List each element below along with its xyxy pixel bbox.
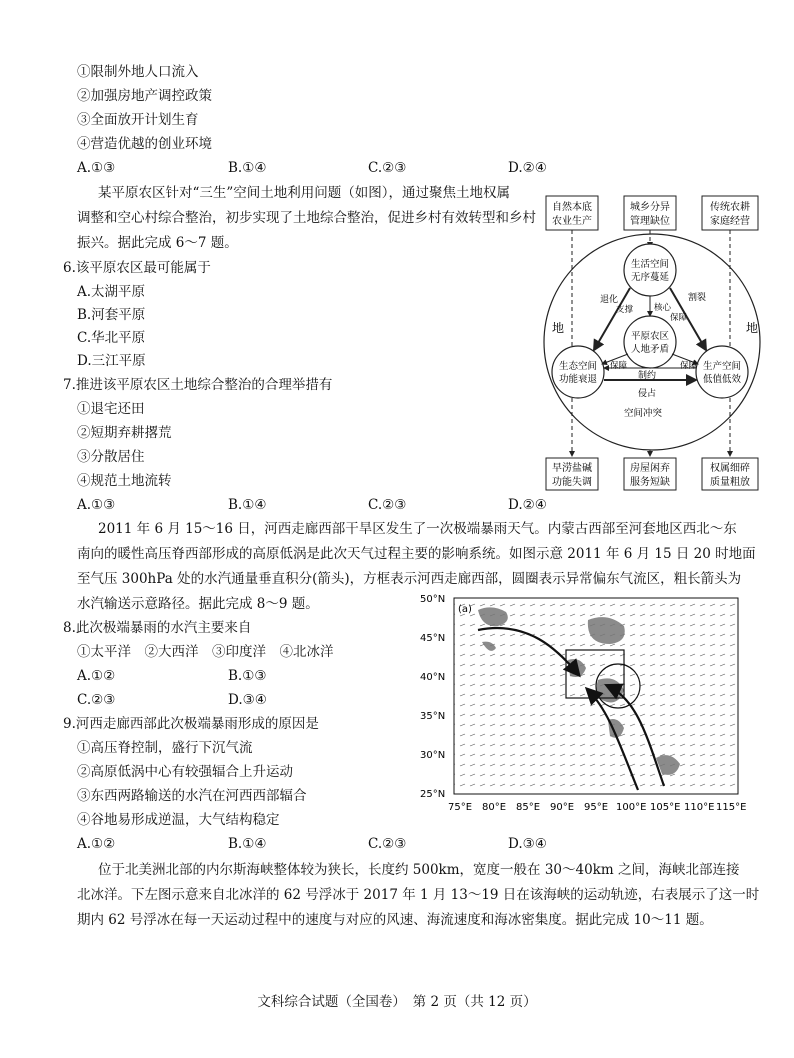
q9-item-4: ④谷地易形成逆温，大气结构稳定 <box>77 812 280 828</box>
svg-text:侵占: 侵占 <box>638 389 657 399</box>
svg-text:割裂: 割裂 <box>688 293 707 303</box>
svg-text:空间冲突: 空间冲突 <box>624 408 663 419</box>
q7-item-1: ①退宅还田 <box>77 401 145 417</box>
passage-6-7-line-2: 调整和空心村综合整治，初步实现了土地综合整治，促进乡村有效转型和乡村 <box>77 210 536 226</box>
diagram-node-core <box>624 316 676 368</box>
svg-text:制约: 制约 <box>638 371 657 381</box>
q7-option-d: D.②④ <box>508 497 547 513</box>
svg-text:保障: 保障 <box>670 313 688 323</box>
diagram-side-left: 地 <box>552 321 565 335</box>
svg-text:生态空间: 生态空间 <box>558 361 598 372</box>
q9-option-b: B.①④ <box>228 836 267 852</box>
diagram-top-box-3-line1: 传统农耕 <box>710 202 750 213</box>
q8-items: ①太平洋 ②大西洋 ③印度洋 ④北冰洋 <box>77 644 334 660</box>
q9-option-d: D.③④ <box>508 836 547 852</box>
land-use-diagram <box>540 192 770 492</box>
svg-text:85°E: 85°E <box>516 802 541 813</box>
svg-text:平原农区: 平原农区 <box>630 331 670 342</box>
svg-text:100°E: 100°E <box>616 802 647 813</box>
diagram-top-box-1-line2: 农业生产 <box>552 216 592 227</box>
passage-10-11-line-1: 位于北美洲北部的内尔斯海峡整体较为狭长，长度约 500km，宽度一般在 30～40km 之间，海峡北部连接 <box>98 862 740 878</box>
diagram-node-living <box>624 244 676 296</box>
q7-option-c: C.②③ <box>368 497 407 513</box>
prev-item-2: ②加强房地产调控政策 <box>77 88 212 104</box>
passage-6-7-line-1: 某平原农区针对“三生”空间土地利用问题（如图），通过聚焦土地权属 <box>98 185 511 201</box>
svg-text:人地矛盾: 人地矛盾 <box>630 344 670 355</box>
svg-text:95°E: 95°E <box>584 802 609 813</box>
svg-text:生产空间: 生产空间 <box>702 361 742 372</box>
svg-text:保障: 保障 <box>610 361 628 371</box>
q9-option-c: C.②③ <box>368 836 407 852</box>
q8-option-a: A.①② <box>77 668 116 684</box>
prev-option-a: A.①③ <box>77 160 116 176</box>
q7-option-b: B.①④ <box>228 497 267 513</box>
svg-text:无序蔓延: 无序蔓延 <box>630 272 670 283</box>
q6-option-d: D.三江平原 <box>77 353 146 369</box>
q9-item-2: ②高原低涡中心有较强辐合上升运动 <box>77 764 293 780</box>
svg-text:早涝盐碱: 早涝盐碱 <box>552 463 592 474</box>
svg-text:权属细碎: 权属细碎 <box>710 463 750 474</box>
q9-item-1: ①高压脊控制，盛行下沉气流 <box>77 740 253 756</box>
prev-option-d: D.②④ <box>508 160 547 176</box>
svg-text:75°E: 75°E <box>448 802 473 813</box>
q8-option-c: C.②③ <box>77 692 116 708</box>
q6-option-b: B.河套平原 <box>77 307 146 323</box>
diagram-side-right: 地 <box>746 321 759 335</box>
q6-option-a: A.太湖平原 <box>77 284 146 300</box>
q6-option-c: C.华北平原 <box>77 330 146 346</box>
passage-8-9-line-2: 南向的暖性高压脊西部形成的高原低涡是此次天气过程主要的影响系统。如图示意 2011 年 6 月 15 日 20 时地面 <box>77 546 756 562</box>
vapour-flux-map <box>418 590 748 818</box>
svg-text:80°E: 80°E <box>482 802 507 813</box>
q9-option-a: A.①② <box>77 836 116 852</box>
svg-text:45°N: 45°N <box>420 633 446 644</box>
q7-item-4: ④规范土地流转 <box>77 473 172 489</box>
svg-text:25°N: 25°N <box>420 789 446 800</box>
diagram-top-box-3-line2: 家庭经营 <box>710 216 750 227</box>
svg-text:35°N: 35°N <box>420 711 446 722</box>
svg-text:核心: 核心 <box>654 303 672 313</box>
prev-item-4: ④营造优越的创业环境 <box>77 136 212 152</box>
passage-10-11-line-2: 北冰洋。下左图示意来自北冰洋的 62 号浮冰于 2017 年 1 月 13～19 日在该海峡的运动轨迹，右表展示了这一时 <box>77 887 760 903</box>
diagram-node-ecological <box>552 346 604 398</box>
svg-text:质量粗放: 质量粗放 <box>710 477 750 488</box>
q7-option-a: A.①③ <box>77 497 116 513</box>
diagram-top-box-2-line2: 管理缺位 <box>630 216 670 227</box>
svg-text:50°N: 50°N <box>420 594 446 605</box>
map-panel-label: (a) <box>458 604 472 615</box>
svg-text:115°E: 115°E <box>716 802 747 813</box>
q8-option-d: D.③④ <box>228 692 267 708</box>
q8-option-b: B.①③ <box>228 668 267 684</box>
svg-text:房屋闲弃: 房屋闲弃 <box>630 463 670 474</box>
page-footer: 文科综合试题（全国卷） 第 2 页（共 12 页） <box>257 994 537 1010</box>
q9-item-3: ③东西两路输送的水汽在河西西部辐合 <box>77 788 307 804</box>
diagram-top-box-1-line1: 自然本底 <box>552 202 592 213</box>
prev-option-c: C.②③ <box>368 160 407 176</box>
svg-text:支撑: 支撑 <box>616 305 634 315</box>
prev-item-3: ③全面放开计划生育 <box>77 112 199 128</box>
svg-text:生活空间: 生活空间 <box>630 259 670 270</box>
svg-text:低值低效: 低值低效 <box>702 374 742 385</box>
diagram-top-box-2-line1: 城乡分异 <box>630 202 670 213</box>
svg-text:110°E: 110°E <box>684 802 715 813</box>
prev-option-b: B.①④ <box>228 160 267 176</box>
passage-8-9-line-3: 至气压 300hPa 处的水汽通量垂直积分(箭头)，方框表示河西走廊西部，圆圈表示异常偏东气流区，粗长箭头为 <box>77 571 742 587</box>
passage-8-9-line-4: 水汽输送示意路径。据此完成 8～9 题。 <box>77 596 319 612</box>
q7-item-3: ③分散居住 <box>77 449 145 465</box>
svg-text:保障: 保障 <box>680 361 698 371</box>
svg-text:30°N: 30°N <box>420 750 446 761</box>
prev-item-1: ①限制外地人口流入 <box>77 64 199 80</box>
svg-text:40°N: 40°N <box>420 672 446 683</box>
svg-text:功能失调: 功能失调 <box>552 477 592 488</box>
q8-stem: 8.此次极端暴雨的水汽主要来自 <box>63 620 252 636</box>
diagram-node-production <box>696 346 748 398</box>
svg-text:105°E: 105°E <box>650 802 681 813</box>
svg-text:90°E: 90°E <box>550 802 575 813</box>
passage-8-9-line-1: 2011 年 6 月 15～16 日，河西走廊西部干旱区发生了一次极端暴雨天气。内蒙古西部至河套地区西北～东 <box>98 521 737 537</box>
svg-text:退化: 退化 <box>600 295 619 305</box>
svg-text:服务短缺: 服务短缺 <box>630 477 670 488</box>
q9-stem: 9.河西走廊西部此次极端暴雨形成的原因是 <box>63 716 319 732</box>
q6-stem: 6.该平原农区最可能属于 <box>63 260 211 276</box>
q7-item-2: ②短期弃耕撂荒 <box>77 425 172 441</box>
passage-6-7-line-3: 振兴。据此完成 6～7 题。 <box>77 235 238 251</box>
q7-stem: 7.推进该平原农区土地综合整治的合理举措有 <box>63 377 333 393</box>
passage-10-11-line-3: 期内 62 号浮冰在每一天运动过程中的速度与对应的风速、海流速度和海冰密集度。据此完成 10～11 题。 <box>77 912 713 928</box>
svg-text:功能衰退: 功能衰退 <box>558 374 598 385</box>
